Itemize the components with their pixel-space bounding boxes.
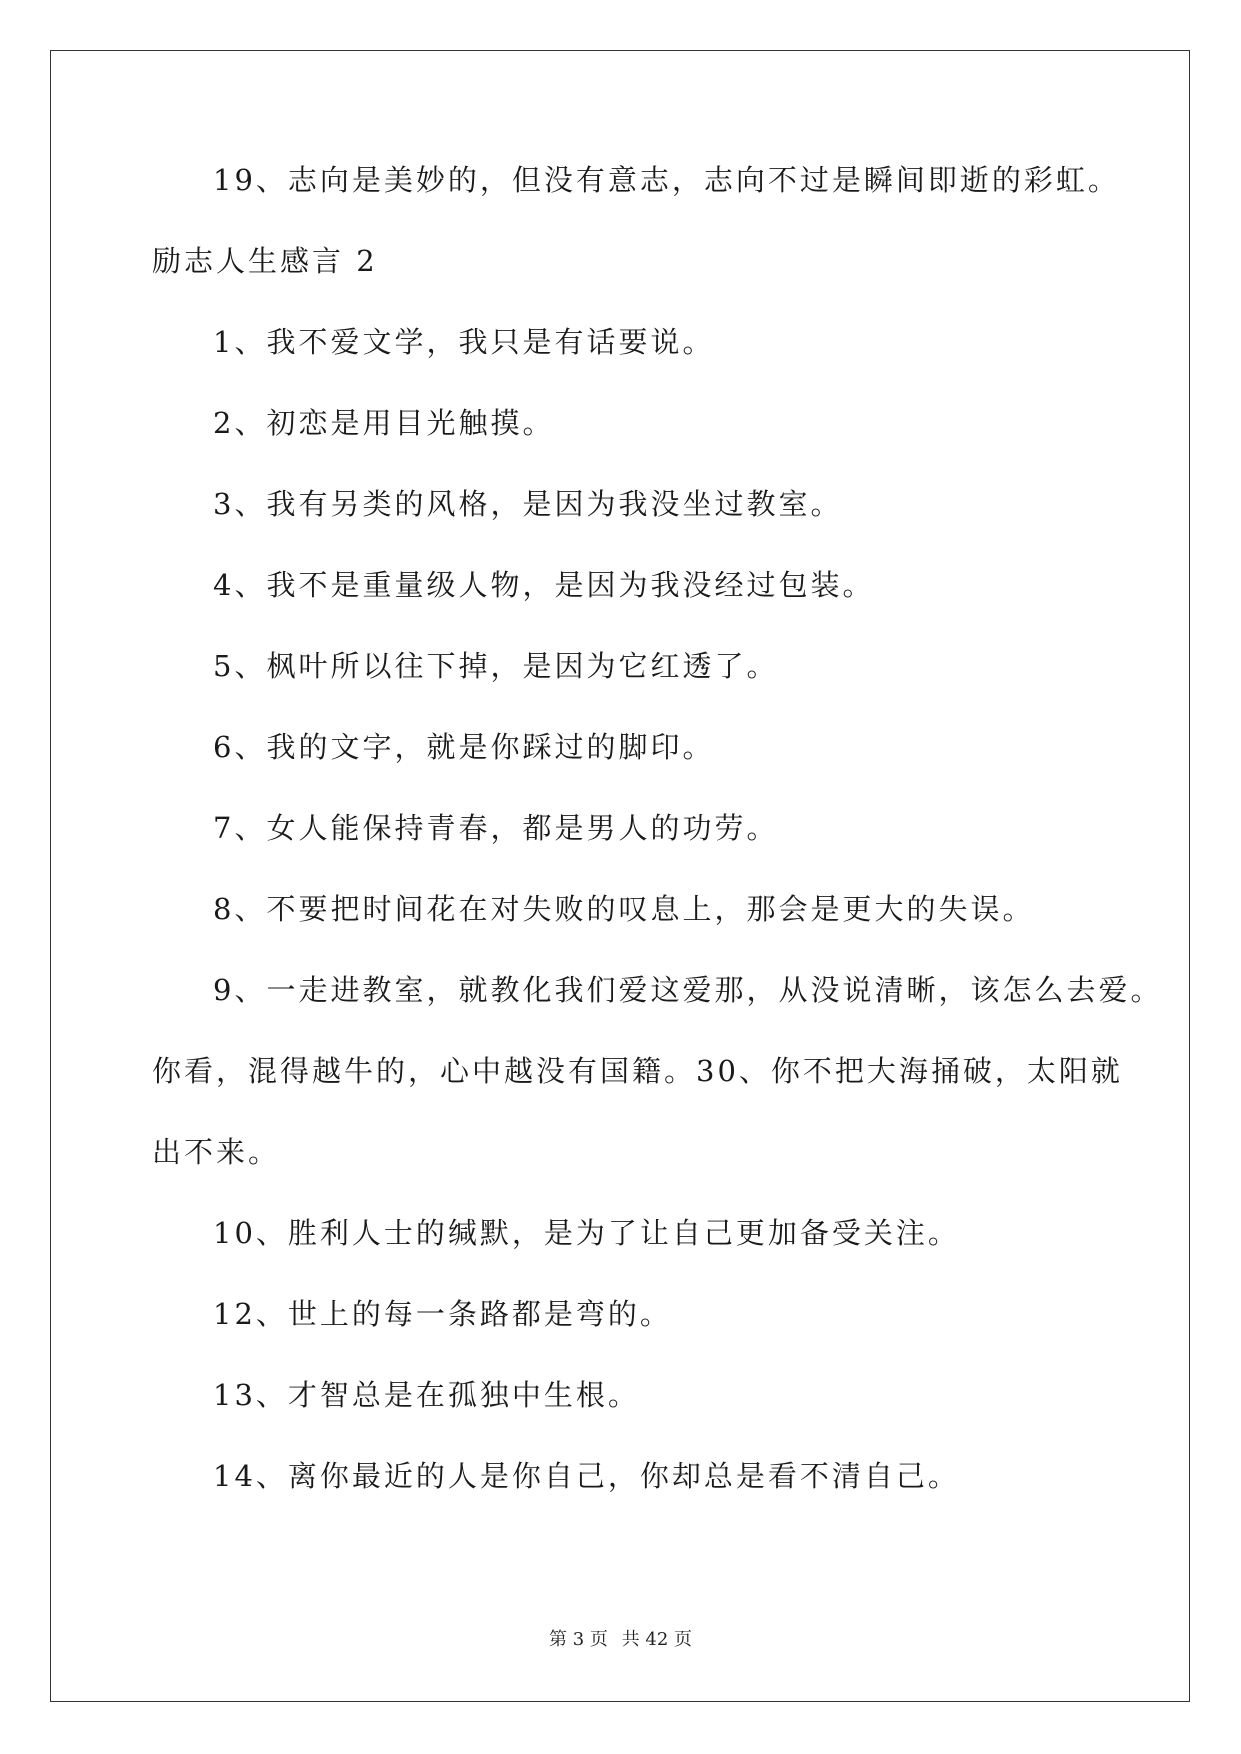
item-2: 2、初恋是用目光触摸。	[213, 406, 555, 440]
section-heading: 励志人生感言 2	[152, 244, 378, 278]
item-9-line-1: 9、一走进教室，就教化我们爱这爱那，从没说清晰，该怎么去爱。	[213, 973, 1163, 1007]
item-8: 8、不要把时间花在对失败的叹息上，那会是更大的失误。	[213, 892, 1035, 926]
item-3: 3、我有另类的风格，是因为我没坐过教室。	[213, 487, 843, 521]
item-13: 13、才智总是在孤独中生根。	[213, 1378, 640, 1412]
item-1: 1、我不爱文学，我只是有话要说。	[213, 325, 715, 359]
page-number: 第 3 页	[549, 1629, 608, 1650]
item-6: 6、我的文字，就是你踩过的脚印。	[213, 730, 715, 764]
page-footer	[0, 1628, 1241, 1652]
item-12: 12、世上的每一条路都是弯的。	[213, 1297, 672, 1331]
item-10: 10、胜利人士的缄默，是为了让自己更加备受关注。	[213, 1216, 960, 1250]
item-4: 4、我不是重量级人物，是因为我没经过包装。	[213, 568, 875, 602]
item-9-paragraph	[152, 970, 1163, 1172]
page-total: 共 42 页	[621, 1629, 692, 1650]
item-9-line-2: 你看，混得越牛的，心中越没有国籍。30、你不把大海捅破，太阳就	[152, 1054, 1123, 1088]
document-body	[152, 160, 1163, 1537]
item-19: 19、志向是美妙的，但没有意志，志向不过是瞬间即逝的彩虹。	[213, 163, 1120, 197]
item-5: 5、枫叶所以往下掉，是因为它红透了。	[213, 649, 779, 683]
item-14: 14、离你最近的人是你自己，你却总是看不清自己。	[213, 1459, 960, 1493]
item-9-line-3: 出不来。	[152, 1135, 281, 1169]
item-7: 7、女人能保持青春，都是男人的功劳。	[213, 811, 779, 845]
